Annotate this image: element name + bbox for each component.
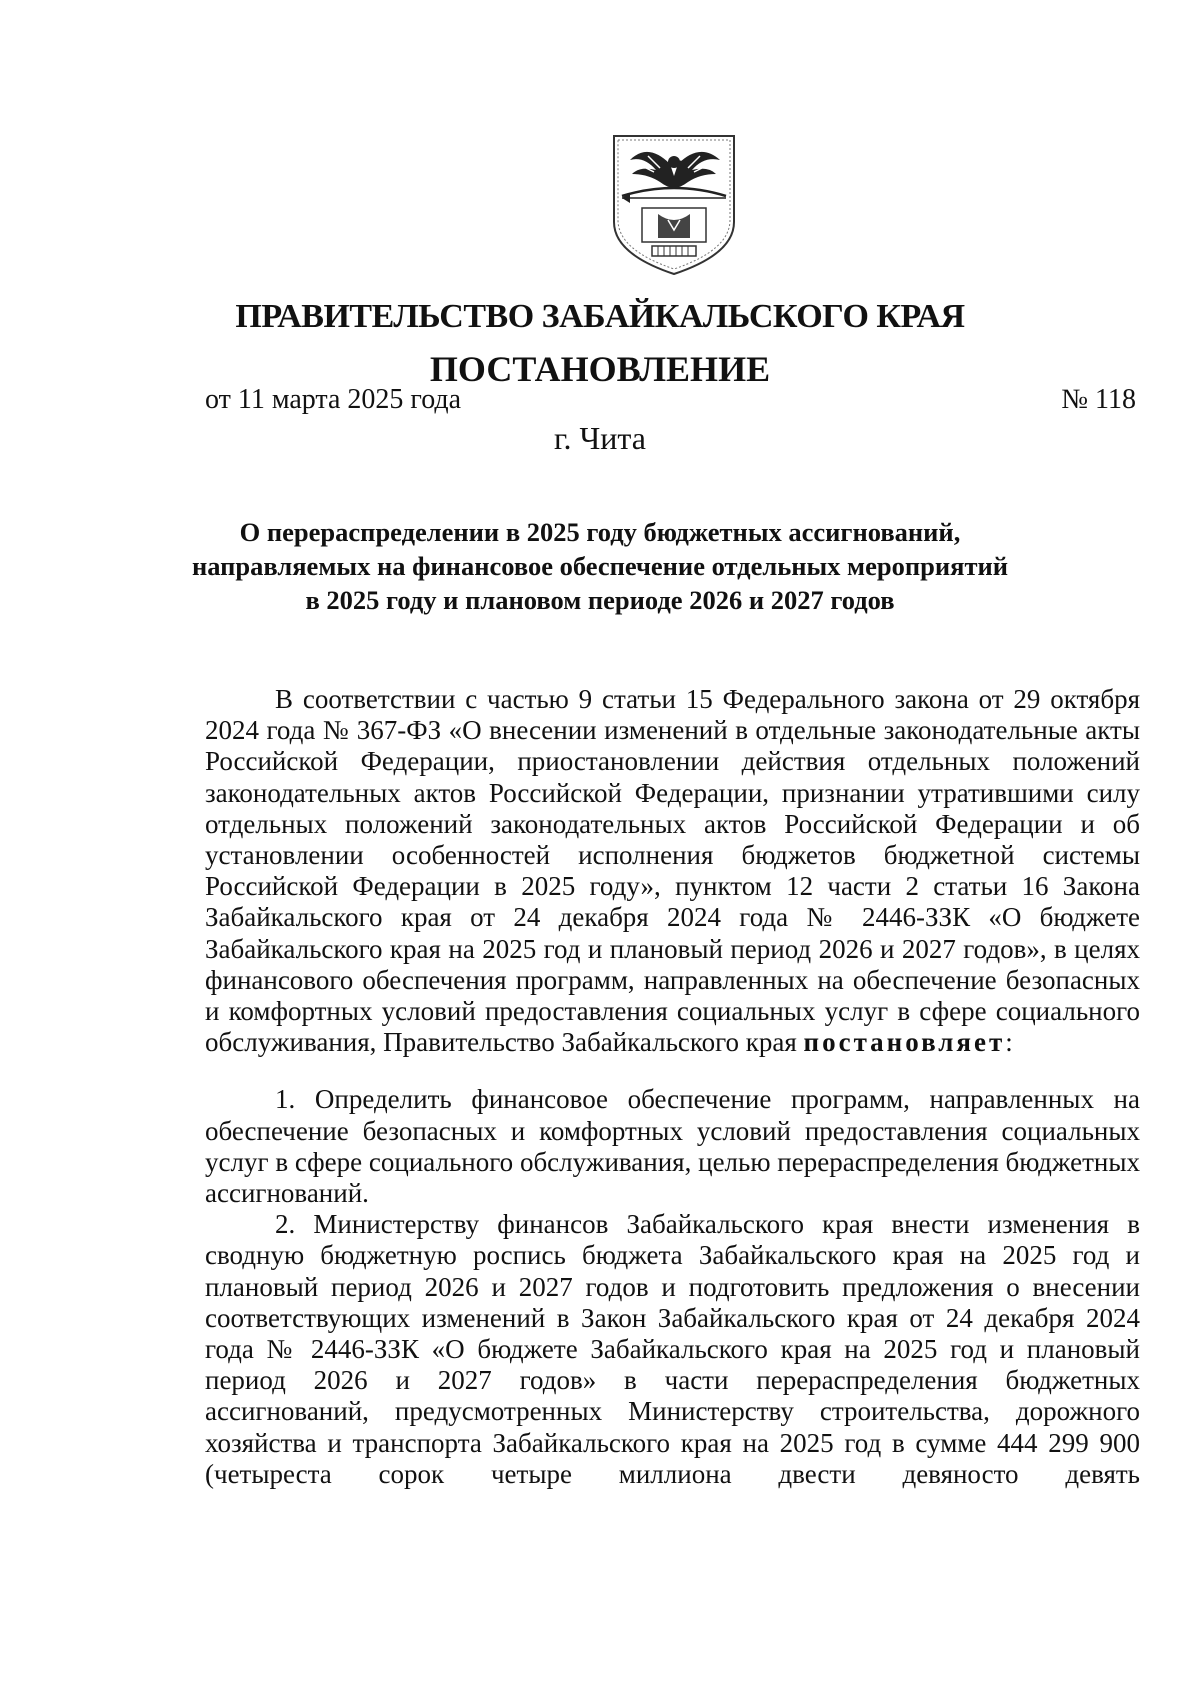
government-title: ПРАВИТЕЛЬСТВО ЗАБАЙКАЛЬСКОГО КРАЯ	[235, 298, 965, 335]
document-city: г. Чита	[553, 420, 646, 456]
document-date: от 11 марта 2025 года	[205, 384, 462, 415]
document-type: ПОСТАНОВЛЕНИЕ	[429, 349, 771, 389]
resolves-suffix: :	[1005, 1027, 1013, 1058]
item-2-paragraph: 2. Министерству финансов Забайкальского края внести изменения в сводную бюджетную роспись бюджета Забайкальского края на 2025 год и плановый период 2026 и 2027 годов и подготовить предложения о внесении соответствующих изменений в Закон Забайкальского края от 24 декабря 2024 года № 2446-ЗЗК «О бюджете Забайкальского края на 2025 год и плановый период 2026 и 2027 годов» в части перераспределения бюджетных ассигнований, предусмотренных Министерству строительства, дорожного хозяйства и транспорта Забайкальского края на 2025 год в сумме 444 299 900 (четыреста сорок четыре миллиона двести девяносто девять	[205, 1209, 1140, 1489]
item-1-paragraph: 1. Определить финансовое обеспечение программ, направленных на обеспечение безопасных и комфортных условий предоставления социальных услуг в сфере социального обслуживания, целью перераспределения бюджетных ассигнований.	[205, 1084, 1140, 1209]
document-body	[205, 684, 1140, 1490]
preamble-text: В соответствии с частью 9 статьи 15 Федерального закона от 29 октября 2024 года № 367-ФЗ «О внесении изменений в отдельные законодательные акты Российской Федерации, приостановлении действия отдельных положений законодательных актов Российской Федерации, признании утратившими силу отдельных положений законодательных актов Российской Федерации и об установлении особенностей исполнения бюджетов бюджетной системы Российской Федерации в 2025 году», пунктом 12 части 2 статьи 16 Закона Забайкальского края от 24 декабря 2024 года № 2446-ЗЗК «О бюджете Забайкальского края на 2025 год и плановый период 2026 и 2027 годов», в целях финансового обеспечения программ, направленных на обеспечение безопасных и комфортных условий предоставления социальных услуг в сфере социального обслуживания, Правительство Забайкальского края	[205, 684, 1140, 1058]
document-subject	[150, 515, 1050, 617]
resolves-word: постановляет	[803, 1027, 1006, 1058]
document-number: № 118	[1061, 384, 1136, 415]
subject-line: в 2025 году и плановом периоде 2026 и 2027 годов	[305, 585, 895, 615]
coat-of-arms-emblem	[608, 130, 740, 278]
subject-line: направляемых на финансовое обеспечение отдельных мероприятий	[191, 551, 1009, 581]
subject-line: О перераспределении в 2025 году бюджетных ассигнований,	[239, 517, 961, 547]
preamble-paragraph	[205, 684, 1140, 1058]
